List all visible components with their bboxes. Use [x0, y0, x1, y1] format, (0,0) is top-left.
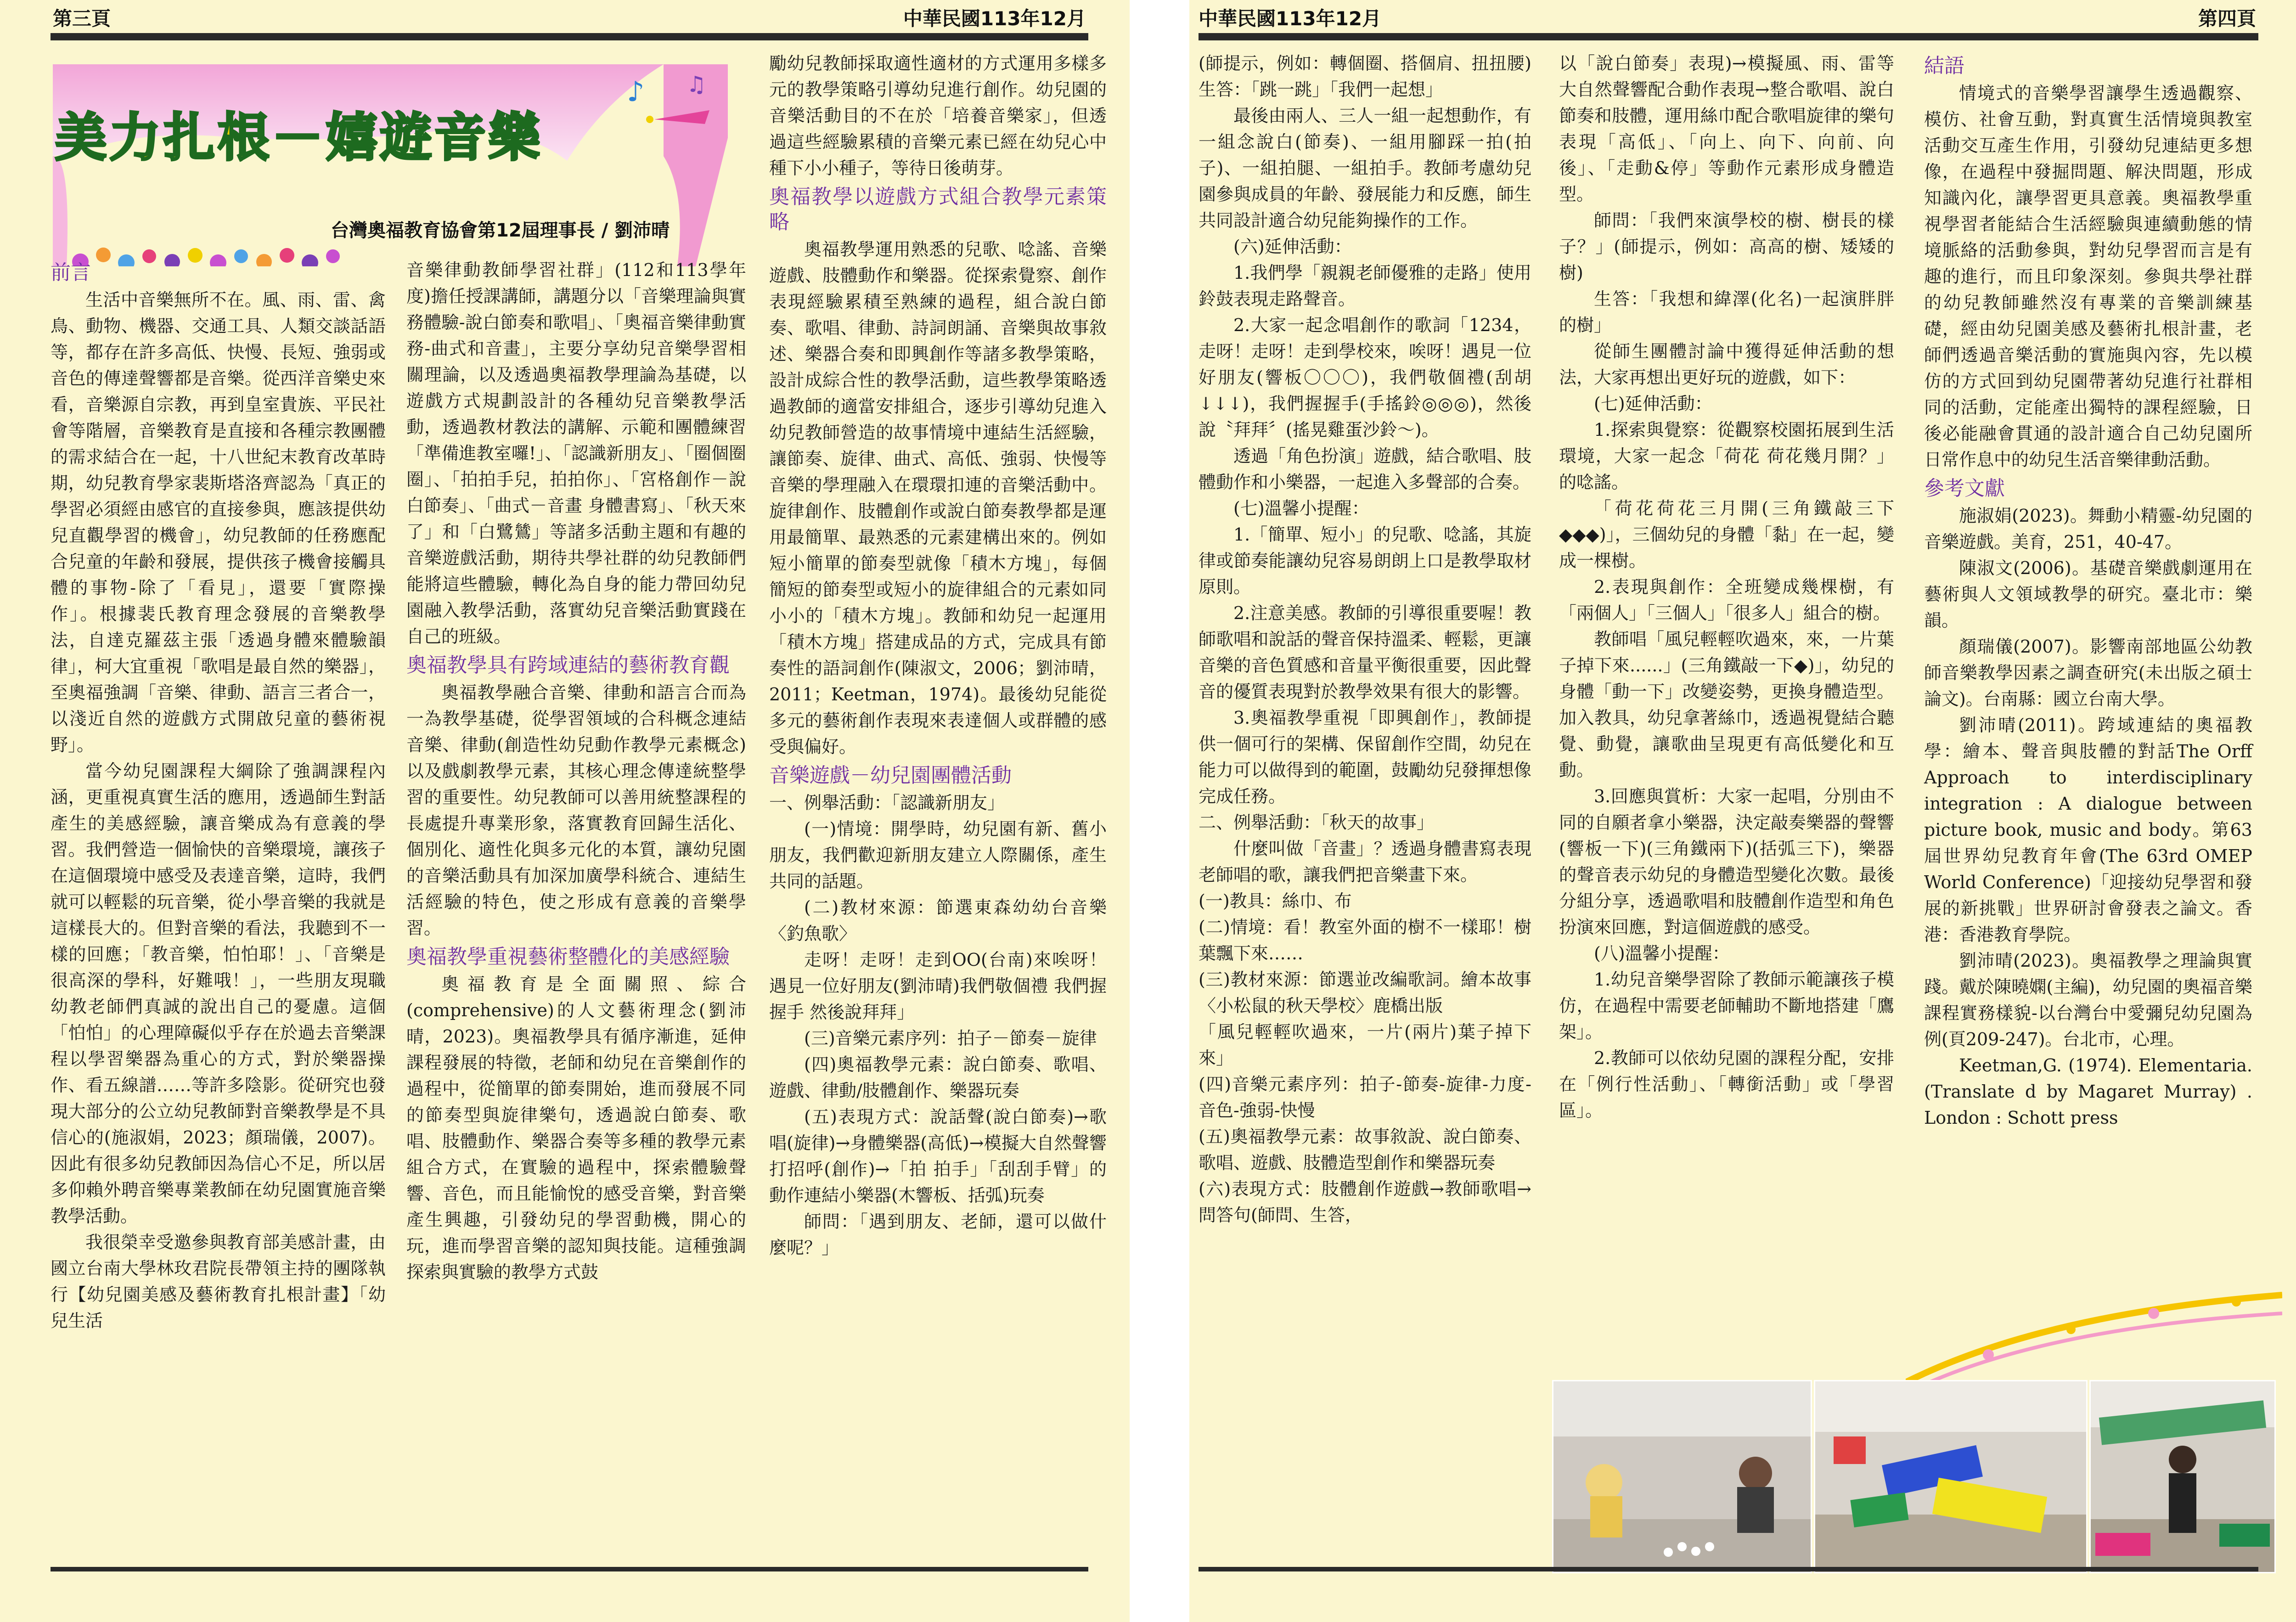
list-item: (三)音樂元素序列：拍子－節奏－旋律 — [804, 1028, 1097, 1048]
list-item: 3.回應與賞析：大家一起唱，分別由不同的自願者拿小樂器，決定敲奏樂器的聲響(響板一下)(三角鐵兩下)(括弧三下)，樂器的聲音表示幼兒的身體造型變化次數。最後分組分享，透過歌唱和肢體創作造型和角色扮演來回應，對這個遊戲的感受。 — [1559, 786, 1894, 937]
reference-item: 劉沛晴(2011)。跨域連結的奧福教學：繪本、聲音與肢體的對話The Orff Approach to interdisciplinary integration : A dialogue between picture book, music and body。第63屆世界幼兒教育年會(The 63rd OMEP World Conference)「迎接幼兒學習和發展的新挑戰」世界研討會發表之論文。香港：香港教育學院。 — [1924, 715, 2252, 945]
paragraph: (師提示，例如：轉個圈、搭個肩、扭扭腰)生答：「跳一跳」「我們一起想」 — [1199, 53, 1531, 100]
photo-children-scarf-activity — [1814, 1380, 2088, 1573]
list-item: (五)奧福教學元素：故事敘說、說白節奏、歌唱、遊戲、肢體造型創作和樂器玩奏 — [1199, 1126, 1531, 1173]
left-column-3 — [769, 51, 1107, 1261]
reference-item: Keetman,G. (1974). Elementaria. (Translate d by Magaret Murray) . London : Schott press — [1924, 1055, 2252, 1128]
list-item: (四)音樂元素序列：拍子-節奏-旋律-力度-音色-強弱-快慢 — [1199, 1074, 1531, 1121]
list-item: 2.大家一起念唱創作的歌詞「1234，走呀！走呀！走到學校來，唉呀！遇見一位好朋友(響板〇〇〇)，我們敬個禮(刮胡↓↓↓)，我們握握手(手搖鈴◎◎◎)，然後說〝拜拜〞(搖晃雞蛋沙鈴～)。 — [1199, 315, 1531, 440]
paragraph: 生活中音樂無所不在。風、雨、雷、禽鳥、動物、機器、交通工具、人類交談話語等，都存在許多高低、快慢、長短、強弱或音色的傳達聲響都是音樂。從西洋音樂史來看，音樂源自宗教，再到皇室貴族、平民社會等階層，音樂教育是直接和各種宗教團體的需求結合在一起，十八世紀末教育改革時期，幼兒教育學家裴斯塔洛齊認為「真正的學習必須經由感官的直接參與，應該提供幼兒直觀學習的機會」，幼兒教師的任務應配合兒童的年齡和發展，提供孩子機會接觸具體的事物-除了「看見」，還要「實際操作」。根據裴氏教育理念發展的音樂教學法，自達克羅茲主張「透過身體來體驗韻律」，柯大宜重視「歌唱是最自然的樂器」，至奧福強調「音樂、律動、語言三者合一，以淺近自然的遊戲方式開啟兒童的藝術視野」。 — [51, 290, 386, 755]
paragraph: 當今幼兒園課程大綱除了強調課程內涵，更重視真實生活的應用，透過師生對話產生的美感經驗，讓音樂成為有意義的學習。我們營造一個愉快的音樂環境，讓孩子在這個環境中感受及表達音樂，這時，我們就可以輕鬆的玩音樂，從小學音樂的我就是這樣長大的。但對音樂的看法，我聽到不一樣的回應；「教音樂，怕怕耶！」、「音樂是很高深的學科，好難哦！」，一些朋友現職幼教老師們真誠的說出自己的憂慮。這個「怕怕」的心理障礙似乎存在於過去音樂課程以學習樂器為重心的方式，對於樂器操作、看五線譜……等許多陰影。從研究也發現大部分的公立幼兒教師對音樂教學是不具信心的(施淑娟，2023；顏瑞儀，2007)。因此有很多幼兒教師因為信心不足，所以居多仰賴外聘音樂專業教師在幼兒園實施音樂教學活動。 — [51, 761, 386, 1226]
header-rule — [51, 33, 1088, 40]
paragraph: 奧福教育是全面關照、綜合(comprehensive)的人文藝術理念(劉沛晴，2023)。奧福教學具有循序漸進，延伸課程發展的特徵，老師和幼兒在音樂創作的過程中，從簡單的節奏開始，進而發展不同的節奏型與旋律樂句，透過說白節奏、歌唱、肢體動作、樂器合奏等多種的教學元素組合方式，在實驗的過程中，探索體驗聲響、音色，而且能愉悅的感受音樂，對音樂產生興趣，引發幼兒的學習動機，開心的玩，進而學習音樂的認知與技能。這種強調探索與實驗的教學方式鼓 — [406, 974, 746, 1282]
list-item: 1.「簡單、短小」的兒歌、唸謠，其旋律或節奏能讓幼兒容易朗朗上口是教學取材原則。 — [1199, 524, 1531, 597]
paragraph: 奧福教學融合音樂、律動和語言合而為一為教學基礎，從學習領域的合科概念連結音樂、律動(創造性幼兒動作教學元素概念)以及戲劇教學元素，其核心理念傳達統整學習的重要性。幼兒教師可以善用統整課程的長處提升專業形象，落實教育回歸生活化、個別化、適性化與多元化的本質，讓幼兒園的音樂活動具有加深加廣學科統合、連結生活經驗的特色，使之形成有意義的音樂學習。 — [406, 682, 746, 938]
page-gutter — [1130, 0, 1189, 1622]
list-item: (二)教材來源：節選東森幼幼台音樂〈釣魚歌〉 — [769, 897, 1107, 944]
list-item: 2.教師可以依幼兒園的課程分配，安排在「例行性活動」、「轉銜活動」或「學習區」。 — [1559, 1048, 1894, 1121]
list-item: (六)表現方式：肢體創作遊戲→教師歌唱→問答句(師問、生答， — [1199, 1179, 1531, 1225]
header-rule — [1199, 33, 2258, 40]
decorative-swirl — [1906, 1286, 2282, 1387]
page-label-left: 第三頁 — [53, 7, 111, 30]
list-item: 一、例舉活動：「認識新朋友」 — [769, 793, 1005, 813]
paragraph: 師問：「我們來演學校的樹、樹長的樣子？」(師提示，例如：高高的樹、矮矮的樹) — [1559, 210, 1894, 283]
author-byline: 台灣奧福教育協會第12屆理事長 / 劉沛晴 — [331, 220, 670, 241]
right-column-2 — [1559, 51, 1894, 1124]
list-item: (二)情境：看！教室外面的樹不一樣耶！樹葉飄下來…… — [1199, 917, 1531, 963]
footer-rule — [51, 1567, 1088, 1571]
section-heading-intro: 前言 — [51, 261, 91, 284]
reference-item: 顏瑞儀(2007)。影響南部地區公幼教師音樂教學因素之調查研究(未出版之碩士論文)。台南縣：國立台南大學。 — [1924, 636, 2252, 709]
list-item: 「荷花荷花三月開(三角鐵敲三下◆◆◆)」，三個幼兒的身體「黏」在一起，變成一棵樹。 — [1559, 498, 1894, 571]
reference-item: 施淑娟(2023)。舞動小精靈-幼兒園的音樂遊戲。美育，251，40-47。 — [1924, 506, 2252, 552]
paragraph: 情境式的音樂學習讓學生透過觀察、模仿、社會互動，對真實生活情境與教室活動交互產生作用，引發幼兒連結更多想像，在過程中發掘問題、解決問題，形成知識內化，讓學習更具意義。奧福教學重視學習者能結合生活經驗與連續動態的情境脈絡的活動參與，對幼兒學習而言是有趣的進行，而且印象深刻。參與共學社群的幼兒教師雖然沒有專業的音樂訓練基礎，經由幼兒園美感及藝術扎根計畫，老師們透過音樂活動的實施與內容，先以模仿的方式回到幼兒園帶著幼兒進行社群相同的活動，定能產出獨特的課程經驗，日後必能融會貫通的設計適合自己幼兒園所日常作息中的幼兒生活音樂律動活動。 — [1924, 83, 2252, 470]
reference-item: 劉沛晴(2023)。奧福教學之理論與實踐。戴於陳曉嫻(主編)，幼兒園的奧福音樂課程實務樣貌-以台灣台中愛彌兒幼兒園為例(頁209-247)。台北市，心理。 — [1924, 951, 2252, 1049]
list-item: 師問：「遇到朋友、老師，還可以做什麼呢？」 — [769, 1211, 1107, 1258]
footer-rule — [1199, 1567, 2258, 1571]
paragraph: 我很榮幸受邀參與教育部美感計畫，由國立台南大學林玫君院長帶領主持的團隊執行【幼兒園美感及藝術教育扎根計畫】「幼兒生活 — [51, 1232, 386, 1331]
list-item: (七)溫馨小提醒： — [1233, 498, 1369, 518]
right-page — [1189, 0, 2296, 1622]
section-heading: 奧福教學重視藝術整體化的美感經驗 — [406, 945, 730, 969]
left-column-1 — [51, 257, 386, 1334]
section-heading: 奧福教學以遊戲方式組合教學元素策略 — [769, 185, 1107, 234]
photo-children-sitting-circle — [1552, 1380, 1812, 1573]
list-item: 走呀！走呀！走到OO(台南)來唉呀！遇見一位好朋友(劉沛晴)我們敬個禮 我們握握手 然後說拜拜」 — [769, 950, 1107, 1022]
paragraph: 從師生團體討論中獲得延伸活動的想法，大家再想出更好玩的遊戲，如下： — [1559, 341, 1894, 388]
list-item: 3.奧福教學重視「即興創作」，教師提供一個可行的架構、保留創作空間，幼兒在能力可以做得到的範圍，鼓勵幼兒發揮想像完成任務。 — [1199, 708, 1531, 806]
section-heading-references: 參考文獻 — [1924, 477, 2005, 500]
issue-date-right: 中華民國113年12月 — [1199, 7, 1382, 30]
right-column-1 — [1199, 51, 1531, 1228]
list-item: (一)教具：絲巾、布 — [1199, 891, 1352, 911]
list-item: (六)延伸活動： — [1233, 237, 1352, 257]
issue-date-left: 中華民國113年12月 — [903, 7, 1086, 30]
svg-text:♪: ♪ — [627, 76, 645, 108]
list-item: (七)延伸活動： — [1594, 394, 1712, 414]
paragraph: 音樂律動教師學習社群」(112和113學年度)擔任授課講師，講題分以「音樂理論與實務體驗-說白節奏和歌唱」、「奧福音樂律動實務-曲式和音畫」，主要分享幼兒音樂學習相關理論，以及透過奧福教學理論為基礎，以遊戲方式規劃設計的各種幼兒音樂教學活動，透過教材教法的講解、示範和團體練習「準備進教室囉!」、「認識新朋友」、「圈個圈圈」、「拍拍手兒，拍拍你」、「宮格創作－說白節奏」、「曲式－音畫 身體書寫」、「秋天來了」和「白鷺鷥」等諸多活動主題和有趣的音樂遊戲活動，期待共學社群的幼兒教師們能將這些體驗，轉化為自身的能力帶回幼兒園融入教學活動，落實幼兒音樂活動實踐在自己的班級。 — [406, 260, 746, 647]
reference-item: 陳淑文(2006)。基礎音樂戲劇運用在藝術與人文領域教學的研究。臺北市：樂韻。 — [1924, 558, 2252, 631]
list-item: 1.探索與覺察：從觀察校園拓展到生活環境，大家一起念「荷花 荷花幾月開？」的唸謠。 — [1559, 420, 1894, 492]
svg-text:♫: ♫ — [687, 72, 707, 97]
paragraph: 奧福教學運用熟悉的兒歌、唸謠、音樂遊戲、肢體動作和樂器。從探索覺察、創作表現經驗累積至熟練的過程，組合說白節奏、歌唱、律動、詩詞朗誦、音樂與故事敘述、樂器合奏和即興創作等諸多教學策略，設計成綜合性的教學活動，這些教學策略透過教師的適當安排組合，逐步引導幼兒進入幼兒教師營造的故事情境中連結生活經驗，讓節奏、旋律、曲式、高低、強弱、快慢等音樂的學理融入在環環扣連的音樂活動中。旋律創作、肢體創作或說白節奏教學都是運用最簡單、最熟悉的元素建構出來的。例如短小簡單的節奏型就像「積木方塊」，每個簡短的節奏型或短小的旋律組合的元素如同小小的「積木方塊」。教師和幼兒一起運用「積木方塊」搭建成品的方式，完成具有節奏性的語詞創作(陳淑文，2006；劉沛晴，2011；Keetman，1974)。最後幼兒能從多元的藝術創作表現來表達個人或群體的感受與偏好。 — [769, 239, 1107, 757]
paragraph: 什麼叫做「音畫」？透過身體書寫表現老師唱的歌，讓我們把音樂畫下來。 — [1199, 839, 1531, 885]
paragraph: 教師唱「風兒輕輕吹過來，來，一片葉子掉下來......」(三角鐵敲一下◆)」，幼兒的身體「動一下」改變姿勢，更換身體造型。加入教具，幼兒拿著絲巾，透過視覺結合聽覺、動覺，讓歌曲呈現更有高低變化和互動。 — [1559, 629, 1894, 780]
article-title: 美力扎根－嬉遊音樂 — [55, 108, 543, 168]
paragraph: 生答：「我想和緯澤(化名)一起演胖胖的樹」 — [1559, 289, 1894, 335]
paragraph: 勵幼兒教師採取適性適材的方式運用多樣多元的教學策略引導幼兒進行創作。幼兒園的音樂活動目的不在於「培養音樂家」，但透過這些經驗累積的音樂元素已經在幼兒心中種下小小種子，等待日後萌芽。 — [769, 53, 1107, 178]
list-item: 2.注意美感。教師的引導很重要喔！教師歌唱和說話的聲音保持溫柔、輕鬆，更讓音樂的音色質感和音量平衡很重要，因此聲音的優質表現對於教學效果有很大的影響。 — [1199, 603, 1531, 702]
paragraph: 最後由兩人、三人一組一起想動作，有一組念說白(節奏)、一組用腳踩一拍(拍子)、一組拍腿、一組拍手。教師考慮幼兒園參與成員的年齡、發展能力和反應，師生共同設計適合幼兒能夠操作的工作。 — [1199, 106, 1531, 231]
list-item: (三)教材來源：節選並改編歌詞。繪本故事〈小松鼠的秋天學校〉鹿橋出版 — [1199, 969, 1531, 1016]
list-item: 2.表現與創作：全班變成幾棵樹，有「兩個人」「三個人」「很多人」組合的樹。 — [1559, 577, 1894, 623]
paragraph: 以「說白節奏」表現)→模擬風、雨、雷等大自然聲響配合動作表現→整合歌唱、說白節奏和肢體，運用絲巾配合歌唱旋律的樂句表現「高低」、「向上、向下、向前、向後」、「走動&停」等動作元素形成身體造型。 — [1559, 53, 1894, 204]
section-heading: 奧福教學具有跨域連結的藝術教育觀 — [406, 653, 730, 677]
list-item: 「風兒輕輕吹過來，一片(兩片)葉子掉下來」 — [1199, 1022, 1531, 1068]
section-heading: 音樂遊戲－幼兒園團體活動 — [769, 764, 1012, 787]
list-item: 1.我們學「親親老師優雅的走路」使用鈴鼓表現走路聲音。 — [1199, 263, 1531, 309]
paragraph: 透過「角色扮演」遊戲，結合歌唱、肢體動作和小樂器，一起進入多聲部的合奏。 — [1199, 446, 1531, 492]
list-item: (四)奧福教學元素：說白節奏、歌唱、遊戲、律動/肢體創作、樂器玩奏 — [769, 1054, 1107, 1101]
left-page — [0, 0, 1130, 1622]
list-item: (五)表現方式：說話聲(說白節奏)→歌唱(旋律)→身體樂器(高低)→模擬大自然聲響打招呼(創作)→「拍 拍手」「刮刮手臂」的動作連結小樂器(木響板、括弧)玩奏 — [769, 1107, 1107, 1205]
list-item: 二、例舉活動：「秋天的故事」 — [1199, 812, 1435, 833]
left-column-2 — [406, 257, 746, 1285]
right-column-3 — [1924, 51, 2252, 1131]
list-item: (八)溫馨小提醒： — [1594, 943, 1730, 963]
photo-teacher-fabric-dance — [2089, 1380, 2276, 1573]
page-label-right: 第四頁 — [2198, 7, 2256, 30]
section-heading-conclusion: 結語 — [1924, 54, 1964, 78]
list-item: (一)情境：開學時，幼兒園有新、舊小朋友，我們歡迎新朋友建立人際關係，產生共同的話題。 — [769, 819, 1107, 891]
list-item: 1.幼兒音樂學習除了教師示範讓孩子模仿，在過程中需要老師輔助不斷地搭建「鷹架」。 — [1559, 969, 1894, 1042]
